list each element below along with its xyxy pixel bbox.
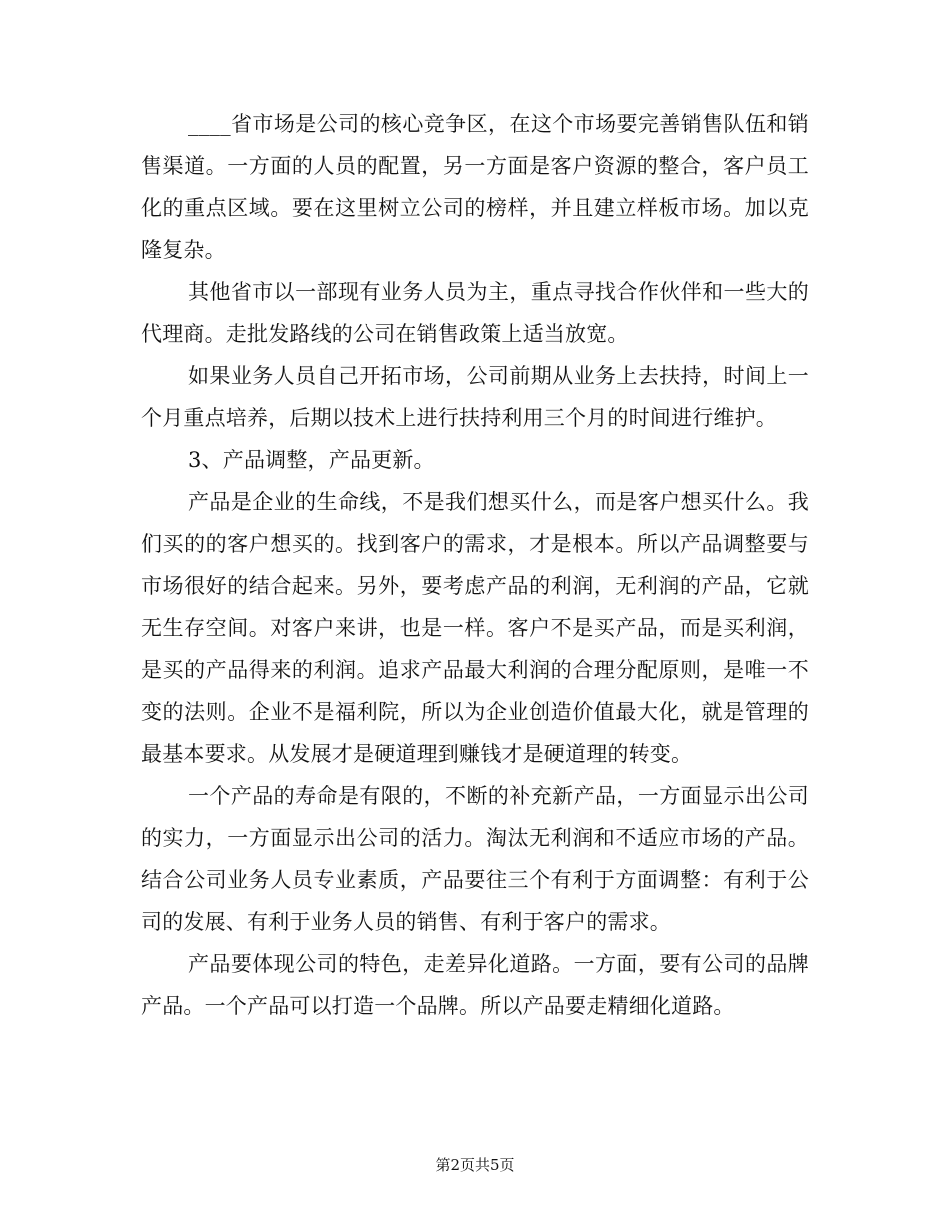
document-body: [141, 103, 809, 1027]
page-number-footer: 第2页共5页: [435, 1156, 515, 1174]
paragraph-market-core: ____省市场是公司的核心竞争区，在这个市场要完善销售队伍和销售渠道。一方面的人员的配置，另一方面是客户资源的整合，客户员工化的重点区域。要在这里树立公司的榜样，并且建立样板市场。加以克隆复杂。: [141, 112, 809, 262]
paragraph-product-lifeline: 产品是企业的生命线，不是我们想买什么，而是客户想买什么。我们买的的客户想买的。找到客户的需求，才是根本。所以产品调整要与市场很好的结合起来。另外，要考虑产品的利润，无利润的产品，它就无生存空间。对客户来讲，也是一样。客户不是买产品，而是买利润，是买的产品得来的利润。追求产品最大利润的合理分配原则，是唯一不变的法则。企业不是福利院，所以为企业创造价值最大化，就是管理的最基本要求。从发展才是硬道理到赚钱才是硬道理的转变。: [141, 490, 809, 766]
paragraph-staff-support: 如果业务人员自己开拓市场，公司前期从业务上去扶持，时间上一个月重点培养，后期以技术上进行扶持利用三个月的时间进行维护。: [141, 364, 809, 430]
paragraph-product-differentiation: 产品要体现公司的特色，走差异化道路。一方面，要有公司的品牌产品。一个产品可以打造一个品牌。所以产品要走精细化道路。: [141, 952, 809, 1018]
paragraph-product-lifespan: 一个产品的寿命是有限的，不断的补充新产品，一方面显示出公司的实力，一方面显示出公司的活力。淘汰无利润和不适应市场的产品。结合公司业务人员专业素质，产品要往三个有利于方面调整：有利于公司的发展、有利于业务人员的销售、有利于客户的需求。: [141, 784, 809, 934]
paragraph-other-provinces: 其他省市以一部现有业务人员为主，重点寻找合作伙伴和一些大的代理商。走批发路线的公司在销售政策上适当放宽。: [141, 280, 809, 346]
section-heading-product-adjustment: 3、产品调整，产品更新。: [188, 448, 435, 472]
